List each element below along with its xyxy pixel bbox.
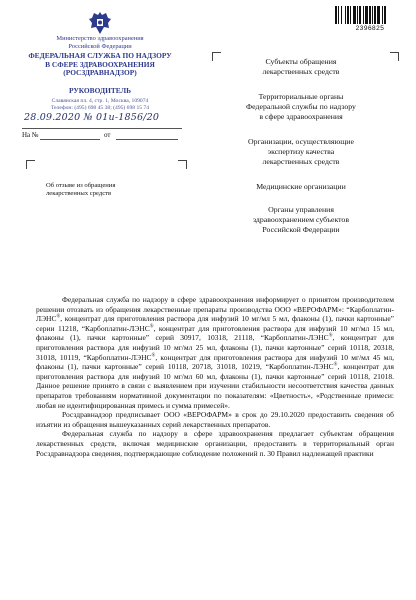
coat-of-arms-icon xyxy=(88,10,112,36)
corner-mark xyxy=(212,52,221,61)
body-paragraph: Федеральная служба по надзору в сфере здравоохранения информирует о принятом производителем решении отозвать из обращения лекарственные препараты производства ООО «ВЕРОФАРМ»: “Карбоплатин-ЛЭНС®, концентрат для приготовления раствора для инфузий 10 мг/мл 5 мл, флаконы (1), пачки картонные” серии 11218, “Карбоплатин-ЛЭНС®, концентрат для приготовления раствора для инфузий 10 мг/мл 15 мл, флаконы (1), пачки картонные” серий 30917, 10318, 21118, “Карбоплатин-ЛЭНС®, концентрат для приготовления раствора для инфузий 10 мг/мл 25 мл, флаконы (1), пачки картонные” серий 10118, 20318, 31018, 10119, “Карбоплатин-ЛЭНС®, концентрат для приготовления раствора для инфузий 10 мг/мл 45 мл, флаконы (1), пачки картонные” серий 10118, 20718, 31018, 10219, “Карбоплатин-ЛЭНС®, концентрат для приготовления раствора для инфузий 10 мг/мл 60 мл, флаконы (1), пачки картонные” серий 10118, 21018. Данное решение принято в связи с выявлением при изучении стабильности несоответствия качества данных препаратов требованиям нормативной документации по показателям: «Цветность», «Родственные примеси: любая не идентифицированная примесь и сумма примесей». xyxy=(36,295,395,410)
head-title: РУКОВОДИТЕЛЬ xyxy=(69,86,131,95)
letter-subject: Об отзыве из обращения лекарственных средств xyxy=(46,182,116,197)
barcode-number: 2396825 xyxy=(355,25,385,32)
ministry-name: Министерство здравоохранения Российской Федерации xyxy=(56,35,144,50)
reference-date-label: от xyxy=(104,131,111,139)
corner-mark xyxy=(178,160,187,169)
addressee-block: Медицинские организации xyxy=(256,182,346,191)
registration-handwritten: 28.09.2020 № 01и-1856/20 xyxy=(24,112,160,123)
addressee-block: Органы управления здравоохранением субъектов Российской Федерации xyxy=(252,205,350,234)
body-paragraph: Федеральная служба по надзору в сфере здравоохранения предлагает субъектам обращения лекарственных средств, включая медицинские организации, предоставить в территориальный орган Росздравнадзора сведения, подтверждающие соблюдение положений п. 30 Правил надлежащей практики xyxy=(36,429,394,458)
agency-address: Славянская пл. 4, стр. 1, Москва, 109074 Телефон: (495) 698 45 38; (495) 698 15 74 xyxy=(50,98,150,111)
corner-mark xyxy=(26,160,35,169)
corner-mark xyxy=(390,52,399,61)
reference-date-line xyxy=(116,139,178,140)
agency-name: ФЕДЕРАЛЬНАЯ СЛУЖБА ПО НАДЗОРУ В СФЕРЕ ЗДРАВООХРАНЕНИЯ (РОСЗДРАВНАДЗОР) xyxy=(28,51,172,78)
addressee-block: Территориальные органы Федеральной службы по надзору в сфере здравоохранения xyxy=(246,92,356,121)
barcode xyxy=(335,6,405,24)
addressee-block: Субъекты обращения лекарственных средств xyxy=(262,57,340,76)
addressee-block: Организации, осуществляющие экспертизу качества лекарственных средств xyxy=(248,137,354,166)
letter-body xyxy=(36,295,394,458)
reference-number-label: На № xyxy=(22,131,39,139)
body-paragraph: Росздравнадзор предписывает ООО «ВЕРОФАРМ» в срок до 29.10.2020 предоставить сведения об изъятии из обращения вышеуказанных серий лекарственных препаратов. xyxy=(36,410,394,429)
reference-number-line xyxy=(40,139,100,140)
